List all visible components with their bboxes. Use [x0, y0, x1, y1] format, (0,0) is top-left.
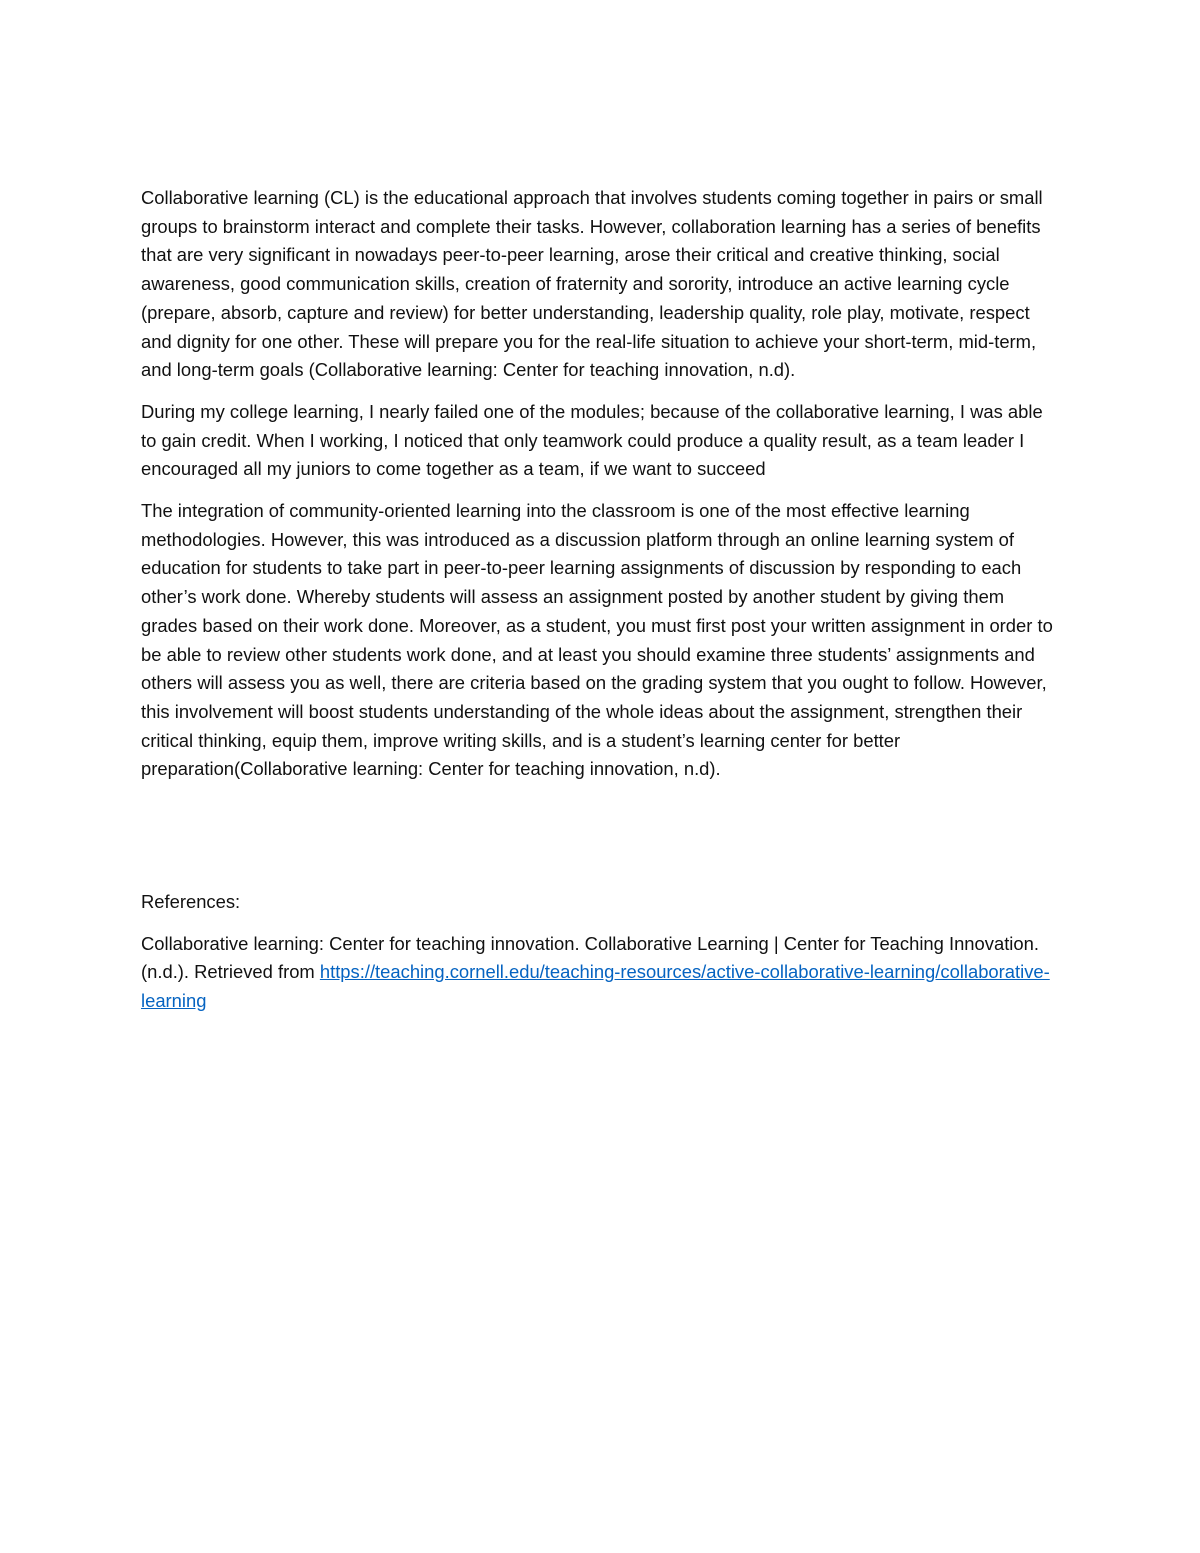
reference-link[interactable]: https://teaching.cornell.edu/teaching-resources/active-collaborative-learning/collaborative-learning [141, 961, 1050, 1012]
section-spacer [141, 797, 1063, 888]
reference-entry [141, 930, 1063, 1016]
references-heading: References: [141, 891, 241, 913]
paragraph-1: Collaborative learning (CL) is the educational approach that involves students coming together in pairs or small groups to brainstorm interact and complete their tasks. However, collaboration learning has a series of benefits that are very significant in nowadays peer-to-peer learning, arose their critical and creative thinking, social awareness, good communication skills, creation of fraternity and sorority, introduce an active learning cycle (prepare, absorb, capture and review) for better understanding, leadership quality, role play, motivate, respect and dignity for one other. These will prepare you for the real-life situation to achieve your short-term, mid-term, and long-term goals (Collaborative learning: Center for teaching innovation, n.d). [141, 187, 1043, 381]
paragraph-2: During my college learning, I nearly failed one of the modules; because of the collaborative learning, I was able to gain credit. When I working, I noticed that only teamwork could produce a quality result, as a team leader I encouraged all my juniors to come together as a team, if we want to succeed [141, 400, 1043, 480]
document-body [141, 184, 1063, 1029]
paragraph-3: The integration of community-oriented learning into the classroom is one of the most effective learning methodologies. However, this was introduced as a discussion platform through an online learning system of education for students to take part in peer-to-peer learning assignments of discussion by responding to each other’s work done. Whereby students will assess an assignment posted by another student by giving them grades based on their work done. Moreover, as a student, you must first post your written assignment in order to be able to review other students work done, and at least you should examine three students’ assignments and others will assess you as well, there are criteria based on the grading system that you ought to follow. However, this involvement will boost students understanding of the whole ideas about the assignment, strengthen their critical thinking, equip them, improve writing skills, and is a student’s learning center for better preparation(Collaborative learning: Center for teaching innovation, n.d). [141, 500, 1053, 780]
reference-entry-text: Collaborative learning: Center for teaching innovation. Collaborative Learning | Center for Teaching Innovation. (n.d.). Retrieved from [141, 932, 1039, 983]
